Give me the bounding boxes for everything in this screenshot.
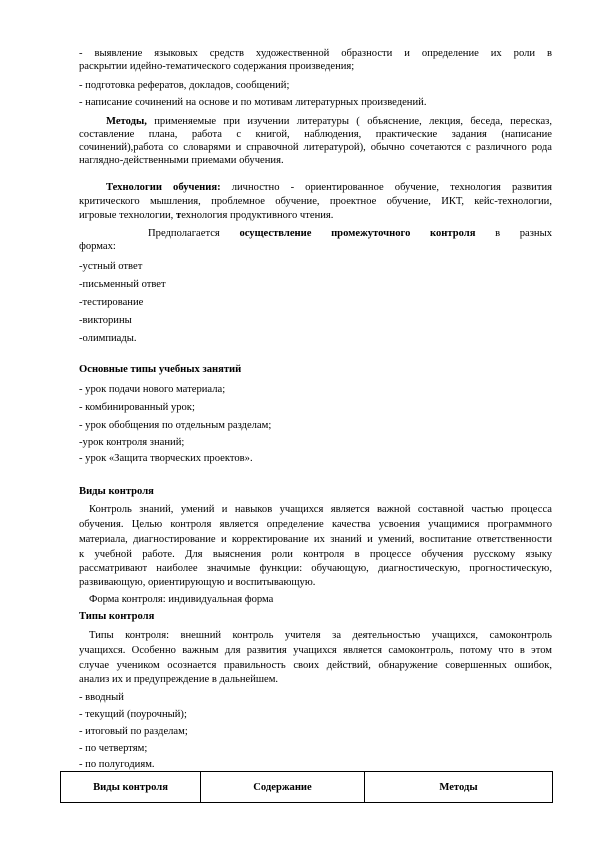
text-line: - выявление языковых средств художественной образности и определение их роли в [79, 48, 552, 59]
table-header-row [61, 772, 553, 803]
list-item: -письменный ответ [79, 279, 166, 290]
text-line: рассматривают наиболее значимые функции: обучающую, диагностическую, прогностическую, [79, 563, 552, 574]
text-line: - подготовка рефератов, докладов, сообщений; [79, 80, 290, 91]
section-heading: Типы контроля [79, 611, 155, 622]
text-line: учащихся. Особенно важным для развития учащихся является самоконтроль, потому что в этом [79, 645, 552, 656]
list-item: -устный ответ [79, 261, 143, 272]
text-line: развивающую, ориентирующую и воспитывающую. [79, 577, 316, 588]
text-line: случае учеником осознается правильность своих действий, обнаружение совершенных ошибок, [79, 660, 552, 671]
table-header-cell: Содержание [201, 772, 365, 803]
table-header-cell: Методы [365, 772, 553, 803]
list-item: - комбинированный урок; [79, 402, 195, 413]
text-line: наглядно-действенными приемами обучения. [79, 155, 284, 166]
technologies-label: Технологии обучения: [106, 182, 221, 193]
control-paragraph-line: Предполагается осуществление промежуточного контроля в разных [148, 228, 552, 239]
list-item: - итоговый по разделам; [79, 726, 188, 737]
list-item: - урок обобщения по отдельным разделам; [79, 420, 272, 431]
text-line: составление плана, работа с книгой, наблюдения, практические задания (написание [79, 129, 552, 140]
section-heading: Виды контроля [79, 486, 154, 497]
list-item: - текущий (поурочный); [79, 709, 187, 720]
methods-paragraph-line: Методы, применяемые при изучении литературы ( объяснение, лекция, беседа, пересказ, [106, 116, 552, 127]
text-line: материала, диагностирование и корректирование их знаний и умений, воспитание ответственности [79, 534, 552, 545]
text-line: Форма контроля: индивидуальная форма [89, 594, 274, 605]
text-line: сочинений),работа со словарями и справочной литературой), обычно сочетаются с различного рода [79, 142, 552, 153]
list-item: -викторины [79, 315, 132, 326]
text-line: к учебной работе. Для выяснения роли контроля в процессе обучения русскому языку [79, 549, 552, 560]
text-line: Типы контроля: внешний контроль учителя за деятельностью учащихся, самоконтроль [89, 630, 552, 641]
text-line: Контроль знаний, умений и навыков учащихся является важной составной частью процесса [89, 504, 552, 515]
text-line: анализ их и предупреждение в дальнейшем. [79, 674, 279, 685]
text-line: обучения. Целью контроля является определение качества усвоения учащимися программного [79, 519, 552, 530]
list-item: - урок подачи нового материала; [79, 384, 226, 395]
list-item: -олимпиады. [79, 333, 137, 344]
text-line: - написание сочинений на основе и по мотивам литературных произведений. [79, 97, 427, 108]
list-item: - вводный [79, 692, 124, 703]
section-heading: Основные типы учебных занятий [79, 364, 242, 375]
methods-label: Методы, [106, 116, 147, 127]
list-item: -тестирование [79, 297, 144, 308]
list-item: - урок «Защита творческих проектов». [79, 453, 253, 464]
technologies-paragraph-line: Технологии обучения: личностно - ориентированное обучение, технология развития [106, 182, 552, 193]
text-line: критического мышления, проблемное обучение, проектное обучение, ИКТ, кейс-технологии, [79, 196, 552, 207]
text-line: формах: [79, 241, 116, 252]
text-line: раскрытии идейно-тематического содержания произведения; [79, 61, 355, 72]
list-item: - по полугодиям. [79, 759, 155, 770]
text-line: игровые технологии, технология продуктивного чтения. [79, 210, 334, 221]
list-item: -урок контроля знаний; [79, 437, 185, 448]
list-item: - по четвертям; [79, 743, 148, 754]
control-table [60, 771, 553, 803]
table-header-cell: Виды контроля [61, 772, 201, 803]
